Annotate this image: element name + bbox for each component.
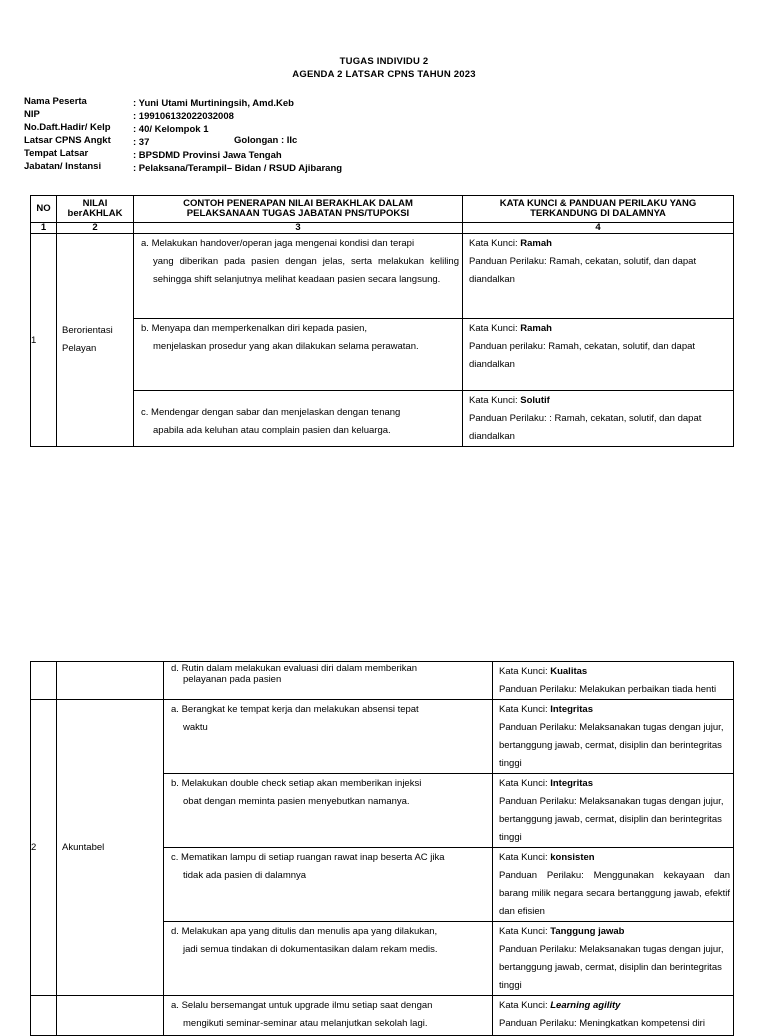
keyword-cell: [493, 848, 734, 922]
guide-text: Menggunakan kekayaan dan barang milik negara secara bertanggung jawab, efektif dan efisien: [499, 870, 731, 917]
guide-text: : Ramah, cekatan, solutif, dan dapat diandalkan: [469, 413, 702, 442]
keyword-cell: [463, 234, 734, 319]
keyword-label: Kata Kunci:: [499, 778, 548, 789]
example-cell: [164, 848, 493, 922]
example-cell: [164, 700, 493, 774]
example-text: Rutin dalam melakukan evaluasi diri dalam memberikan: [181, 663, 418, 674]
guide-text: Meningkatkan kompetensi diri: [579, 1018, 705, 1029]
keyword-label: Kata Kunci:: [499, 926, 548, 937]
keyword-cell: [493, 662, 734, 700]
example-letter: c.: [171, 852, 179, 863]
info-label: No.Daft.Hadir/ Kelp: [24, 122, 111, 133]
example-text-cont: yang diberikan pada pasien dengan jelas, serta melakukan keliling sehingga shift selanjutnya melihat keadaan pasien secara langsung.: [153, 256, 459, 285]
keyword-cell: [493, 996, 734, 1036]
example-text: Melakukan handover/operan jaga mengenai kondisi dan terapi: [151, 238, 415, 249]
example-cell: [164, 662, 493, 700]
example-letter: a.: [171, 704, 179, 715]
example-text-cont: jadi semua tindakan di dokumentasikan dalam rekam medis.: [183, 944, 438, 955]
keyword-value: Learning agility: [550, 1000, 621, 1011]
example-text: Melakukan double check setiap akan memberikan injeksi: [181, 778, 422, 789]
column-number: 2: [57, 223, 134, 234]
keyword-label: Kata Kunci:: [499, 1000, 548, 1011]
keyword-label: Kata Kunci:: [499, 852, 548, 863]
guide-text: Melakukan perbaikan tiada henti: [579, 684, 717, 695]
guide-label: Panduan Perilaku:: [499, 796, 577, 807]
column-number: 4: [463, 223, 734, 234]
header-no: NO: [31, 196, 57, 223]
table-row: [31, 662, 734, 700]
header-kata-kunci: KATA KUNCI & PANDUAN PERILAKU YANG TERKANDUNG DI DALAMNYA: [463, 196, 734, 223]
guide-text: Ramah, cekatan, solutif, dan dapat diandalkan: [469, 256, 697, 285]
document-subtitle: AGENDA 2 LATSAR CPNS TAHUN 2023: [292, 69, 476, 80]
value-name: Akuntabel: [57, 700, 164, 996]
example-letter: c.: [141, 407, 149, 418]
example-text-cont: pelayanan pada pasien: [183, 674, 282, 685]
keyword-label: Kata Kunci:: [499, 704, 548, 715]
header-nilai: NILAI berAKHLAK: [57, 196, 134, 223]
row-number-empty: [31, 662, 57, 700]
table-row: [31, 234, 734, 319]
example-text: Melakukan apa yang ditulis dan menulis apa yang dilakukan,: [181, 926, 438, 937]
keyword-cell: [493, 922, 734, 996]
example-text: Berangkat ke tempat kerja dan melakukan absensi tepat: [181, 704, 419, 715]
guide-label: Panduan Perilaku:: [499, 1018, 577, 1029]
example-letter: d.: [171, 926, 179, 937]
values-table-page1: [30, 195, 734, 447]
guide-label: Panduan Perilaku:: [469, 413, 547, 424]
keyword-value: Integritas: [550, 778, 593, 789]
table-header-row: [31, 196, 734, 223]
example-letter: b.: [141, 323, 149, 334]
keyword-cell: [463, 319, 734, 391]
guide-text: Ramah, cekatan, solutif, dan dapat diandalkan: [469, 341, 696, 370]
value-name: Berorientasi Pelayan: [57, 234, 134, 447]
keyword-value: Ramah: [520, 323, 552, 334]
example-cell: [164, 774, 493, 848]
keyword-cell: [493, 774, 734, 848]
example-letter: d.: [171, 663, 179, 674]
guide-text: Melaksanakan tugas dengan jujur, bertanggung jawab, cermat, disiplin dan berintegritas tinggi: [499, 796, 724, 843]
info-value: : Pelaksana/Terampil– Bidan / RSUD Ajibarang: [133, 163, 343, 174]
guide-label: Panduan Perilaku:: [469, 256, 547, 267]
example-text: Menyapa dan memperkenalkan diri kepada pasien,: [151, 323, 368, 334]
keyword-value: Tanggung jawab: [550, 926, 625, 937]
example-cell: [164, 996, 493, 1036]
info-value: : 40/ Kelompok 1: [133, 124, 209, 135]
example-cell: [134, 319, 463, 391]
guide-text: Melaksanakan tugas dengan jujur, bertanggung jawab, cermat, disiplin dan berintegritas tinggi: [499, 722, 724, 769]
keyword-label: Kata Kunci:: [499, 666, 548, 677]
row-number: 2: [31, 700, 57, 996]
document-title: TUGAS INDIVIDU 2: [339, 56, 429, 67]
info-rank: Golongan : IIc: [234, 135, 298, 146]
example-letter: a.: [141, 238, 149, 249]
keyword-label: Kata Kunci:: [469, 323, 518, 334]
guide-label: Panduan Perilaku:: [499, 944, 577, 955]
keyword-value: Kualitas: [550, 666, 588, 677]
example-text-cont: mengikuti seminar-seminar atau melanjutkan sekolah lagi.: [183, 1018, 428, 1029]
table-row: [31, 391, 734, 447]
row-number: 1: [31, 234, 57, 447]
guide-label: Panduan Perilaku:: [499, 684, 577, 695]
keyword-value: Ramah: [520, 238, 552, 249]
info-label: Nama Peserta: [24, 96, 87, 107]
value-name-empty: [57, 662, 164, 700]
keyword-cell: [493, 700, 734, 774]
info-label: Tempat Latsar: [24, 148, 89, 159]
example-text-cont: obat dengan meminta pasien menyebutkan namanya.: [183, 796, 410, 807]
row-number-empty: [31, 996, 57, 1036]
table-row: [31, 996, 734, 1036]
keyword-label: Kata Kunci:: [469, 395, 518, 406]
values-table-page2: [30, 661, 734, 1036]
guide-label: Panduan Perilaku:: [499, 722, 577, 733]
column-number-row: [31, 223, 734, 234]
column-number: 1: [31, 223, 57, 234]
example-text: Selalu bersemangat untuk upgrade ilmu setiap saat dengan: [181, 1000, 433, 1011]
example-cell: [164, 922, 493, 996]
guide-label: Panduan Perilaku:: [499, 870, 584, 881]
column-number: 3: [134, 223, 463, 234]
header-contoh: CONTOH PENERAPAN NILAI BERAKHLAK DALAM PELAKSANAAN TUGAS JABATAN PNS/TUPOKSI: [134, 196, 463, 223]
info-label: NIP: [24, 109, 40, 120]
example-text-cont: menjelaskan prosedur yang akan dilakukan selama perawatan.: [153, 341, 419, 352]
info-label: Latsar CPNS Angkt: [24, 135, 111, 146]
info-value: : BPSDMD Provinsi Jawa Tengah: [133, 150, 282, 161]
keyword-cell: [463, 391, 734, 447]
table-row: [31, 700, 734, 774]
guide-text: Melaksanakan tugas dengan jujur, bertanggung jawab, cermat, disiplin dan berintegritas tinggi: [499, 944, 724, 991]
example-text-cont: apabila ada keluhan atau complain pasien dan keluarga.: [153, 425, 391, 436]
example-letter: a.: [171, 1000, 179, 1011]
table-row: [31, 319, 734, 391]
info-label: Jabatan/ Instansi: [24, 161, 102, 172]
example-text: Mematikan lampu di setiap ruangan rawat inap beserta AC jika: [181, 852, 445, 863]
example-text: Mendengar dengan sabar dan menjelaskan dengan tenang: [151, 407, 401, 418]
keyword-label: Kata Kunci:: [469, 238, 518, 249]
info-value: : 37: [133, 137, 150, 148]
guide-label: Panduan perilaku:: [469, 341, 546, 352]
keyword-value: Integritas: [550, 704, 593, 715]
info-value: : 199106132022032008: [133, 111, 234, 122]
example-letter: b.: [171, 778, 179, 789]
example-cell: [134, 234, 463, 319]
keyword-value: Solutif: [520, 395, 550, 406]
example-text-cont: tidak ada pasien di dalamnya: [183, 870, 307, 881]
example-text-cont: waktu: [183, 722, 208, 733]
keyword-value: konsisten: [550, 852, 595, 863]
info-value: : Yuni Utami Murtiningsih, Amd.Keb: [133, 98, 294, 109]
value-name-empty: [57, 996, 164, 1036]
example-cell: [134, 391, 463, 447]
